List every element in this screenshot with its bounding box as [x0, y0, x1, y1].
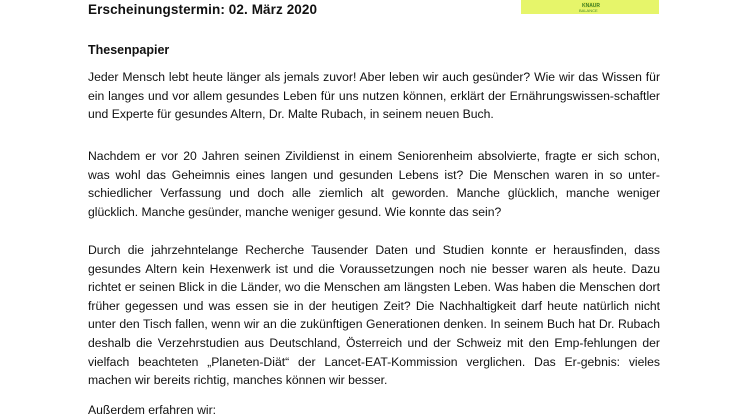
section-title: Thesenpapier	[88, 43, 170, 57]
paragraph-2: Nachdem er vor 20 Jahren seinen Zivildienst in einem Seniorenheim absolvierte, fragte er sich schon, was wohl das Geheimnis eines langen und gesunden Lebens ist? Die Menschen waren in so unter-schiedlicher Verfassung und doch alle ziemlich alt geworden. Manche glücklich, manche weniger glücklich. Manche gesünder, manche weniger gesund. Wie konnte das sein?	[88, 149, 660, 219]
logo-subtext: BALANCE	[579, 8, 598, 13]
svg-text:KNAUR: KNAUR	[581, 2, 601, 9]
publisher-logo	[521, 0, 659, 14]
paragraph-1: Jeder Mensch lebt heute länger als jemals zuvor! Aber leben wir auch gesünder? Wie wir das Wissen für ein langes und vor allem gesundes Leben für uns nutzen können, erklärt der Ernährungswissen-schaftler und Experte für gesundes Altern, Dr. Malte Rubach, in seinem neuen Buch.	[88, 70, 660, 122]
paragraph-4: Außerdem erfahren wir:	[88, 403, 217, 417]
release-date: Erscheinungstermin: 02. März 2020	[88, 2, 318, 17]
paragraph-3: Durch die jahrzehntelange Recherche Tausender Daten und Studien konnte er herausfinden, dass gesundes Altern kein Hexenwerk ist und die Voraussetzungen noch nie besser waren als heute. Dazu richtet er seinen Blick in die Länder, wo die Menschen am längsten Leben. Was haben die Menschen dort früher gegessen und was essen sie in der heutigen Zeit? Die Nachhaltigkeit darf heute natürlich nicht unter den Tisch fallen, wenn wir an die zukünftigen Generationen denken. In seinem Buch hat Dr. Rubach deshalb die Verzehrstudien aus Deutschland, Österreich und der Schweiz mit den Emp-fehlungen der vielfach beachteten „Planeten-Diät“ der Lancet-EAT-Kommission verglichen. Das Er-gebnis: vieles machen wir bereits richtig, manches können wir besser.	[88, 243, 660, 388]
